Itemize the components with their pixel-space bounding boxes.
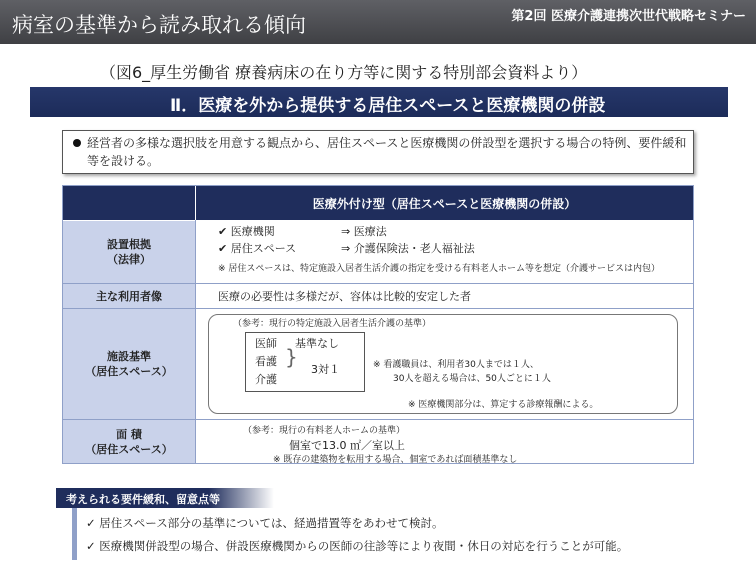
staff-note-1: ※ 看護職員は、利用者30人までは１人、 xyxy=(373,360,539,370)
check-icon: ✔ xyxy=(218,242,228,255)
check-1-law: ⇒ 医療法 xyxy=(341,225,387,238)
legal-basis-sublabel: （法律） xyxy=(107,253,151,266)
legal-basis-label: 設置根拠 xyxy=(107,238,151,251)
check-residential xyxy=(218,241,296,256)
doctor-value: 基準なし xyxy=(295,337,339,350)
bullet-box xyxy=(62,130,694,174)
nurse-label: 看護 xyxy=(255,355,277,368)
table-header-blank xyxy=(63,186,195,220)
facility-ref: （参考：現行の特定施設入居者生活介護の基準） xyxy=(233,319,432,329)
section-title: Ⅱ．医療を外から提供する居住スペースと医療機関の併設 xyxy=(170,96,606,116)
check-icon: ✓ xyxy=(86,516,100,530)
check-2-subject: 居住スペース xyxy=(230,242,297,255)
source-caption: （図6_厚生労働省 療養病床の在り方等に関する特別部会資料より） xyxy=(100,63,588,82)
consideration-item: ✓ 医療機関併設型の場合、併設医療機関からの医師の往診等により夜間・休日の対応を行うことが可能。 xyxy=(86,539,629,553)
doctor-label: 医師 xyxy=(255,337,277,350)
area-sublabel: （居住スペース） xyxy=(85,442,173,456)
column-header: 医療外付け型（居住スペースと医療機関の併設） xyxy=(312,197,577,211)
facility-standard-label: 施設基準 xyxy=(107,350,151,363)
considerations-banner xyxy=(56,488,274,508)
users-text: 医療の必要性は多様だが、容体は比較的安定した者 xyxy=(218,290,471,303)
staff-note-2: 30人を超える場合は、50人ごとに１人 xyxy=(393,374,551,384)
seminar-title: 第2回 医療介護連携次世代戦略セミナー xyxy=(511,9,746,24)
section-banner xyxy=(30,87,728,117)
area-label: 面 積 xyxy=(116,427,142,441)
facility-standard-sublabel: （居住スペース） xyxy=(85,365,173,378)
area-room: 個室で13.0 ㎡／室以上 xyxy=(289,439,405,452)
area-note: ※ 既存の建築物を転用する場合、個室であれば面積基準なし xyxy=(273,455,518,465)
check-icon: ✔ xyxy=(218,225,228,238)
check-medical-institution xyxy=(218,224,275,239)
slide-header xyxy=(0,0,756,44)
row-label-users xyxy=(63,284,195,308)
check-icon: ✓ xyxy=(86,539,100,553)
medical-note: ※ 医療機関部分は、算定する診療報酬による。 xyxy=(408,400,599,410)
staff-ratio: 3対１ xyxy=(311,363,340,376)
column-divider xyxy=(195,220,196,463)
care-label: 介護 xyxy=(255,373,277,386)
row-label-area xyxy=(63,420,195,463)
brace-icon: } xyxy=(285,345,298,369)
check-1-subject: 医療機関 xyxy=(230,225,275,238)
bullet-dot-icon xyxy=(73,139,81,147)
legal-basis-note: ※ 居住スペースは、特定施設入居者生活介護の指定を受ける有料老人ホーム等を想定（介護サービスは内包） xyxy=(218,264,660,274)
row-label-legal-basis xyxy=(63,221,195,283)
bullet-text: 経営者の多様な選択肢を用意する観点から、居住スペースと医療機関の併設型を選択する場合の特例、要件緩和等を設ける。 xyxy=(87,136,687,168)
users-label: 主な利用者像 xyxy=(96,289,162,303)
row-label-facility-standard xyxy=(63,309,195,419)
considerations-accent-bar xyxy=(72,508,77,560)
slide-title: 病室の基準から読み取れる傾向 xyxy=(12,13,306,37)
check-2-law: ⇒ 介護保険法・老人福祉法 xyxy=(341,242,475,255)
consideration-item: ✓ 居住スペース部分の基準については、経過措置等をあわせて検討。 xyxy=(86,516,444,530)
table-header xyxy=(196,186,693,220)
considerations-title: 考えられる要件緩和、留意点等 xyxy=(66,493,220,506)
area-ref: （参考：現行の有料老人ホームの基準） xyxy=(243,426,406,436)
comparison-table xyxy=(62,185,694,464)
